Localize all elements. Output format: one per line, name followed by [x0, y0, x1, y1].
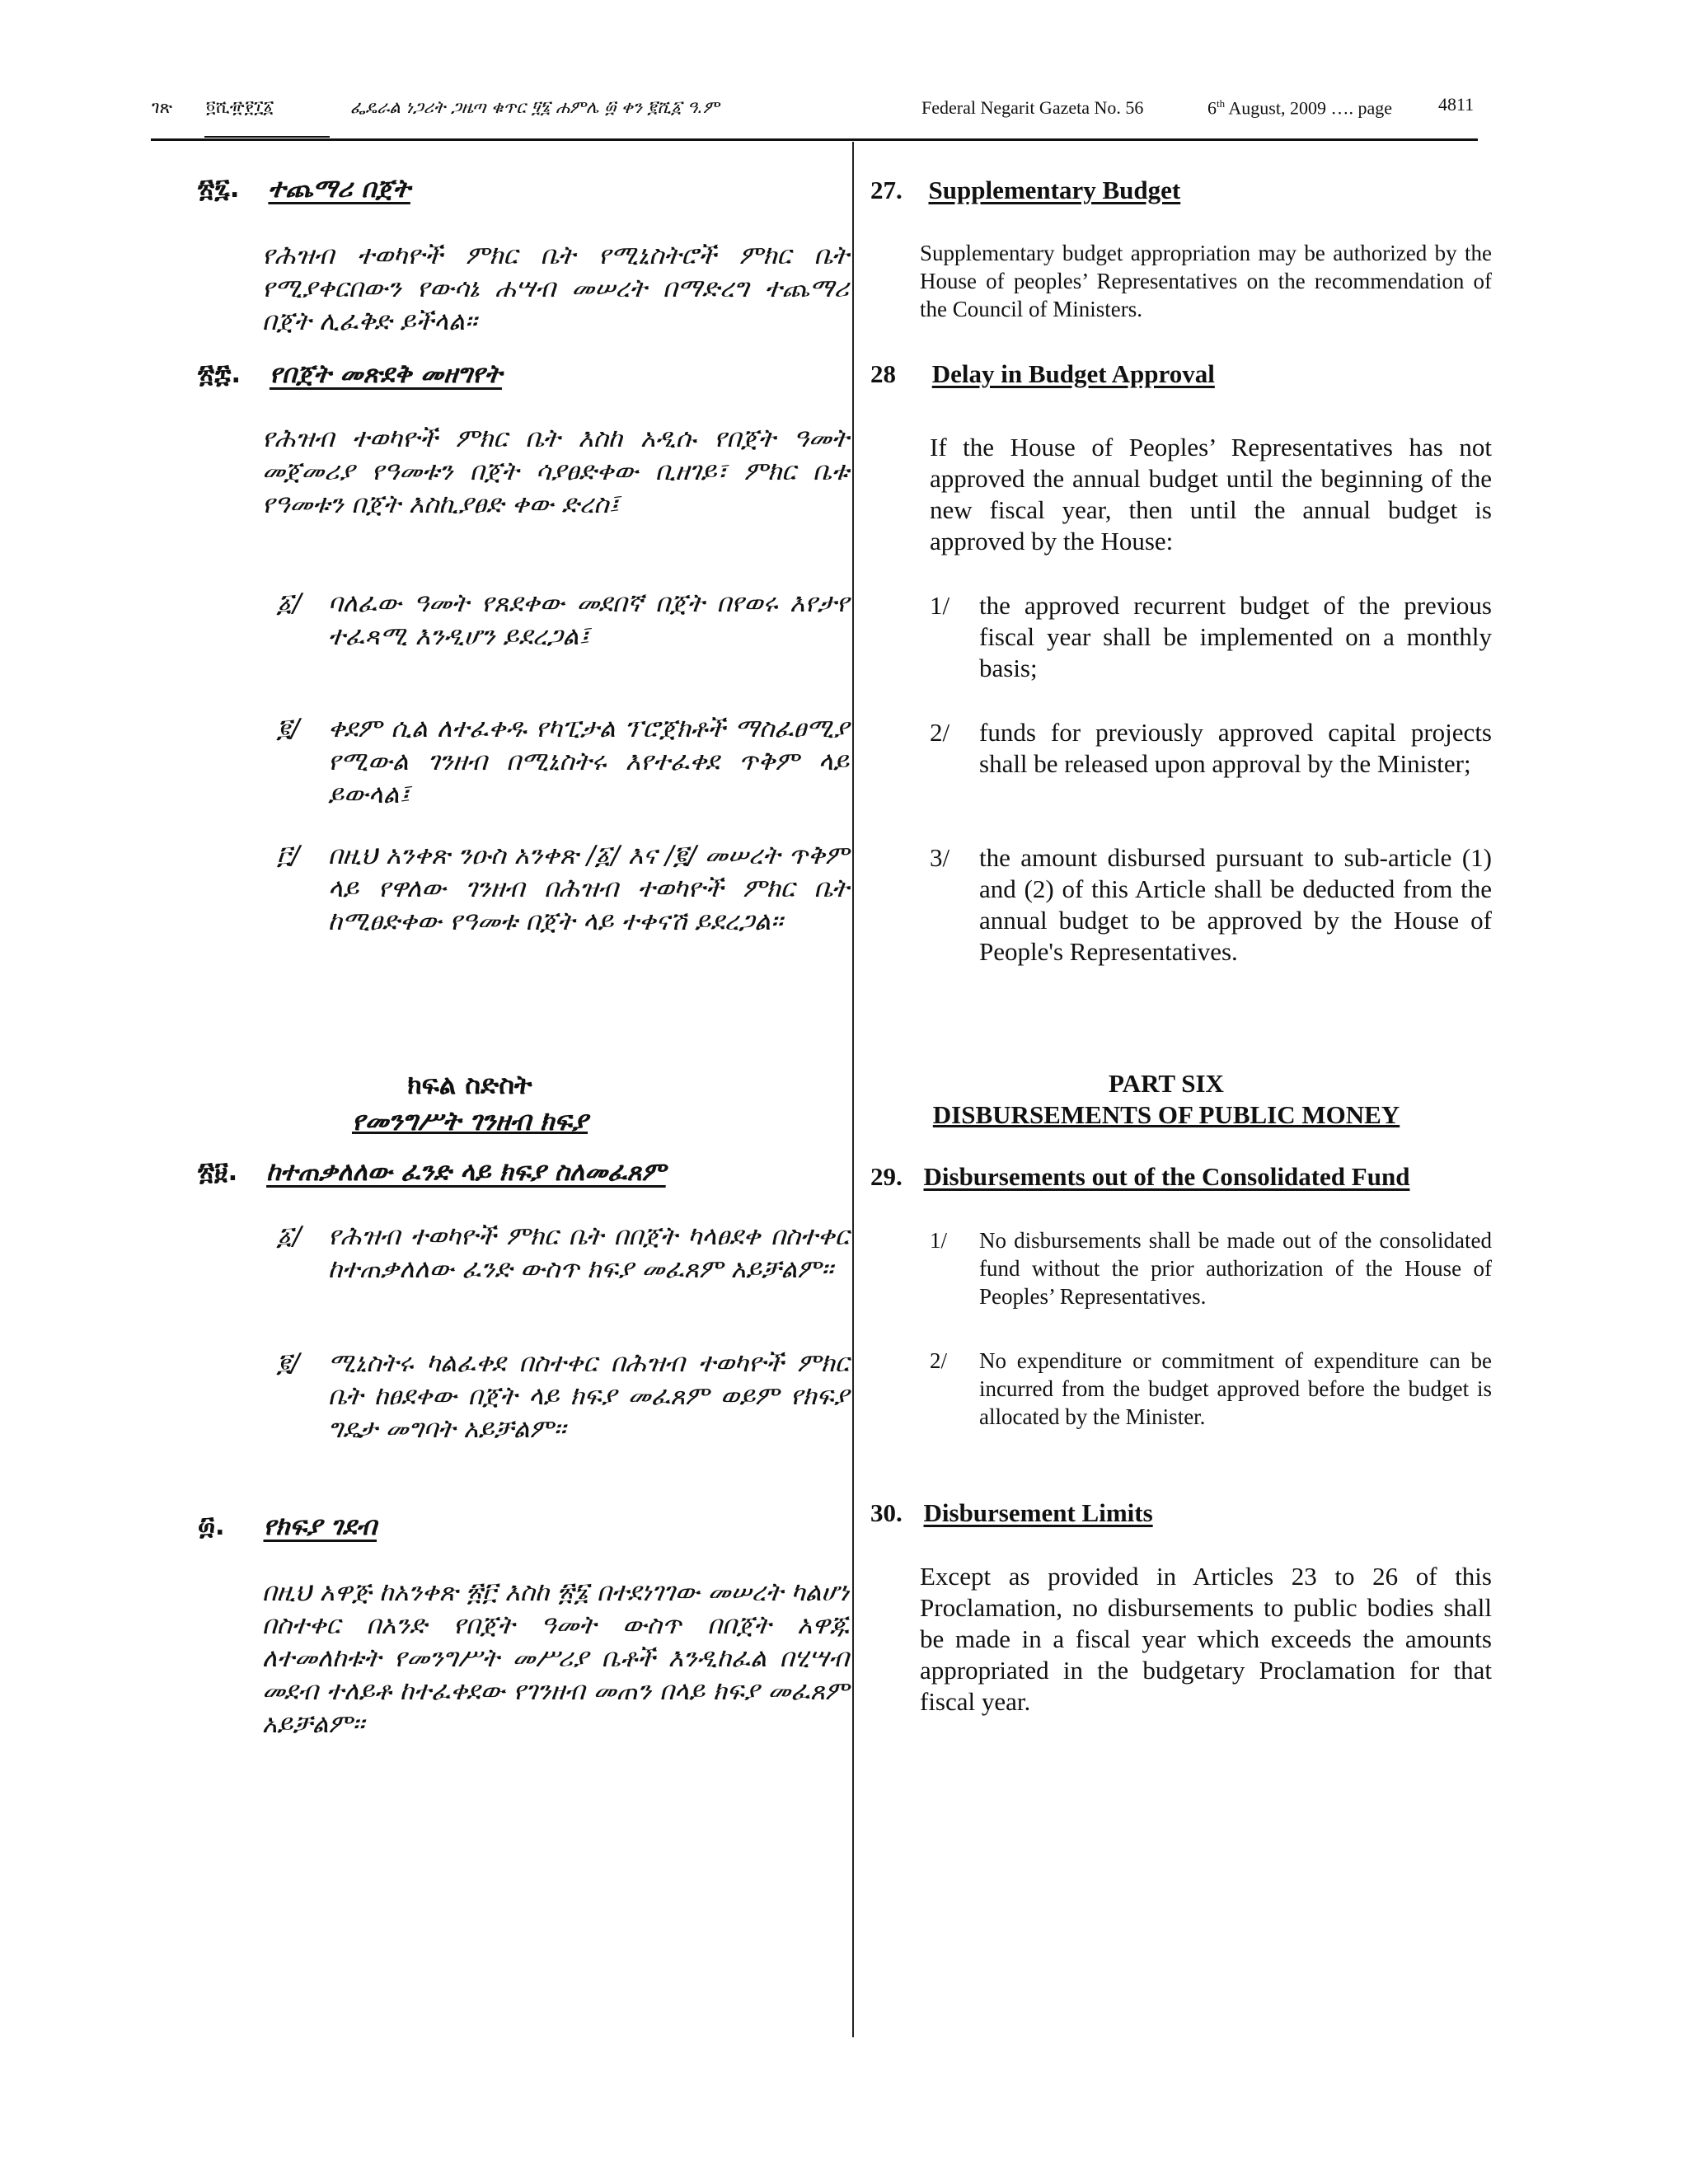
en-item-text: funds for previously approved capital projects shall be released upon approval by the Minister; — [979, 718, 1492, 778]
am-item-text: ባለፈው ዓመት የጸደቀው መደበኛ በጀት በየወሩ እየታየ ተፈጻሚ እንዲሆን ይደረጋል፤ — [328, 588, 849, 651]
am-article-28-item-3 — [277, 839, 849, 979]
am-article-28-body: የሕዝብ ተወካዮች ምክር ቤት እስከ አዲሱ የበጀት ዓመት መጀመሪያ የዓመቱን በጀት ሳያፀድቀው ቢዘገይ፣ ምክር ቤቱ የዓመቱን በጀት እስኪያፀድ ቀው ድረስ፤ — [262, 424, 849, 519]
header-date-day: 6 — [1207, 97, 1217, 119]
en-part-heading — [923, 1068, 1409, 1131]
am-item-marker: ፩/ — [277, 588, 302, 618]
am-item-text: ቀደም ሲል ለተፈቀዱ የካፒታል ፕሮጀክቶች ማስፈፀሚያ የሚውል ገንዘብ በሚኒስትሩ እየተፈቀደ ጥቅም ላይ ይውላል፤ — [328, 714, 849, 809]
am-article-29-heading — [198, 1157, 666, 1188]
am-article-28-heading — [198, 359, 502, 390]
am-article-30-number: ፴. — [198, 1511, 225, 1541]
am-article-29-number: ፳፱. — [198, 1157, 238, 1187]
am-article-29-item-2 — [277, 1347, 849, 1487]
en-item-marker: 2/ — [930, 1348, 948, 1373]
am-article-28-item-2 — [277, 712, 849, 819]
en-article-29-heading — [870, 1162, 1409, 1192]
en-article-28-number: 28 — [870, 359, 896, 388]
am-article-27-heading — [198, 174, 410, 204]
en-article-28-body: If the House of Peoples’ Representatives has not approved the annual budget until the beginning of the new fiscal year, then until the annual budget is approved by the House: — [930, 433, 1492, 555]
en-article-30-heading — [870, 1498, 1153, 1528]
am-article-27-body: የሕዝብ ተወካዮች ምክር ቤት የሚኒስትሮች ምክር ቤት የሚያቀርበውን የውሳኔ ሐሣብ መሠረት በማድረግ ተጨማሪ በጀት ሊፈቅድ ይችላል፡፡ — [262, 241, 849, 336]
en-part-subtitle: DISBURSEMENTS OF PUBLIC MONEY — [932, 1100, 1400, 1129]
am-item-marker: ፪/ — [277, 714, 300, 743]
am-article-30-body: በዚህ አዋጅ ከአንቀጽ ፳፫ እስከ ፳፮ በተደነገገው መሠረት ካልሆነ በስተቀር በአንድ የበጀት ዓመት ውስጥ በበጀት አዋጁ ለተመለከቱት የመንግሥት መሥሪያ ቤቶች እንዲከፈል በሂሣብ መደብ ተለይቶ ከተፈቀደው የገንዘብ መጠን በላይ ክፍያ መፈጸም አይቻልም፡፡ — [262, 1577, 849, 1739]
en-part-title: PART SIX — [1109, 1069, 1224, 1098]
en-item-marker: 1/ — [930, 591, 950, 620]
en-item-text: the approved recurrent budget of the previous fiscal year shall be implemented on a monthly basis; — [979, 591, 1492, 682]
am-article-30-title: የክፍያ ገደብ — [263, 1511, 377, 1541]
am-item-text: የሕዝብ ተወካዮች ምክር ቤት በበጀት ካላፀደቀ በስተቀር ከተጠቃለለው ፈንድ ውስጥ ክፍያ መፈጸም አይቻልም፡፡ — [328, 1221, 849, 1284]
header-page-number-en: 4811 — [1438, 94, 1475, 115]
am-article-28-number: ፳፰. — [198, 359, 241, 389]
en-item-text: No disbursements shall be made out of the consolidated fund without the prior authorization of the House of Peoples’ Representatives. — [979, 1228, 1492, 1309]
am-article-28-item-1 — [277, 587, 849, 661]
am-item-marker: ፪/ — [277, 1348, 300, 1378]
en-article-29-title: Disbursements out of the Consolidated Fund — [923, 1162, 1410, 1191]
header-page-number-am: ፬ሺ፹፻፲፩ — [206, 97, 274, 117]
header-date-en — [1207, 97, 1392, 119]
en-article-30-number: 30. — [870, 1498, 903, 1527]
am-article-29-item-1 — [277, 1220, 849, 1327]
en-article-30-title: Disbursement Limits — [923, 1498, 1153, 1527]
am-part-title: ክፍል ስድስት — [407, 1069, 532, 1100]
header-page-label-am: ገጽ — [152, 97, 172, 117]
en-item-marker: 1/ — [930, 1228, 948, 1253]
am-item-text: በዚህ አንቀጽ ንዑስ አንቀጽ /፩/ እና /፪/ መሠረት ጥቅም ላይ የዋለው ገንዘብ በሕዝብ ተወካዮች ምክር ቤት ከሚፀድቀው የዓመቱ በጀት ላይ ተቀናሽ ይደረጋል፡፡ — [328, 841, 849, 936]
en-article-29-item-2 — [930, 1347, 1492, 1437]
am-item-marker: ፫/ — [277, 841, 300, 870]
en-article-28-item-2 — [930, 717, 1492, 816]
en-article-29-number: 29. — [870, 1162, 903, 1191]
am-article-27-number: ፳፯. — [198, 174, 240, 204]
en-item-marker: 2/ — [930, 718, 950, 747]
en-item-text: the amount disbursed pursuant to sub-article (1) and (2) of this Article shall be deducted from the annual budget to be approved by the House of People's Representatives. — [979, 843, 1492, 966]
en-article-30-body: Except as provided in Articles 23 to 26 of this Proclamation, no disbursements to public bodies shall be made in a fiscal year which exceeds the amounts appropriated in the budgetary Proclamation for that fiscal year. — [920, 1562, 1492, 1716]
am-article-27-title: ተጨማሪ በጀት — [268, 174, 410, 204]
en-article-28-item-3 — [930, 842, 1492, 974]
en-item-text: No expenditure or commitment of expenditure can be incurred from the budget approved before the budget is allocated by the Minister. — [979, 1348, 1492, 1429]
am-article-30-heading — [198, 1511, 377, 1542]
am-article-29-title: ከተጠቃለለው ፈንድ ላይ ክፍያ ስለመፈጸም — [266, 1157, 666, 1187]
header-date-rest: August, 2009 …. page — [1225, 97, 1393, 119]
column-divider — [852, 142, 854, 2037]
en-article-28-item-1 — [930, 590, 1492, 689]
header-gazette-title-en: Federal Negarit Gazeta No. 56 — [921, 97, 1144, 118]
am-part-subtitle: የመንግሥት ገንዘብ ክፍያ — [351, 1105, 588, 1137]
header-number-underline — [204, 136, 330, 138]
header-date-suffix: th — [1217, 97, 1226, 110]
en-article-27-number: 27. — [870, 176, 903, 204]
am-article-28-title: የበጀት መጽደቅ መዘግየት — [269, 359, 502, 389]
en-article-27-body: Supplementary budget appropriation may be authorized by the House of peoples’ Representatives on the recommendation of the Council of Ministers. — [920, 241, 1492, 321]
en-article-29-item-1 — [930, 1226, 1492, 1317]
en-article-28-title: Delay in Budget Approval — [931, 359, 1215, 388]
header-rule — [151, 138, 1478, 141]
am-item-marker: ፩/ — [277, 1221, 302, 1251]
en-item-marker: 3/ — [930, 843, 950, 872]
am-part-heading — [297, 1066, 643, 1139]
header-gazette-title-am: ፌዴራል ነጋሪት ጋዜጣ ቁጥር ፶፮ ሐምሌ ፴ ቀን ፪ሺ፩ ዓ.ም — [350, 97, 720, 117]
en-article-27-title: Supplementary Budget — [928, 176, 1181, 204]
en-article-28-heading — [870, 359, 1215, 389]
en-article-27-heading — [870, 176, 1180, 205]
am-item-text: ሚኒስትሩ ካልፈቀደ በስተቀር በሕዝብ ተወካዮች ምክር ቤት ከፀደቀው በጀት ላይ ክፍያ መፈጸም ወይም የክፍያ ግዴታ መግባት አይቻልም፡፡ — [328, 1348, 849, 1444]
